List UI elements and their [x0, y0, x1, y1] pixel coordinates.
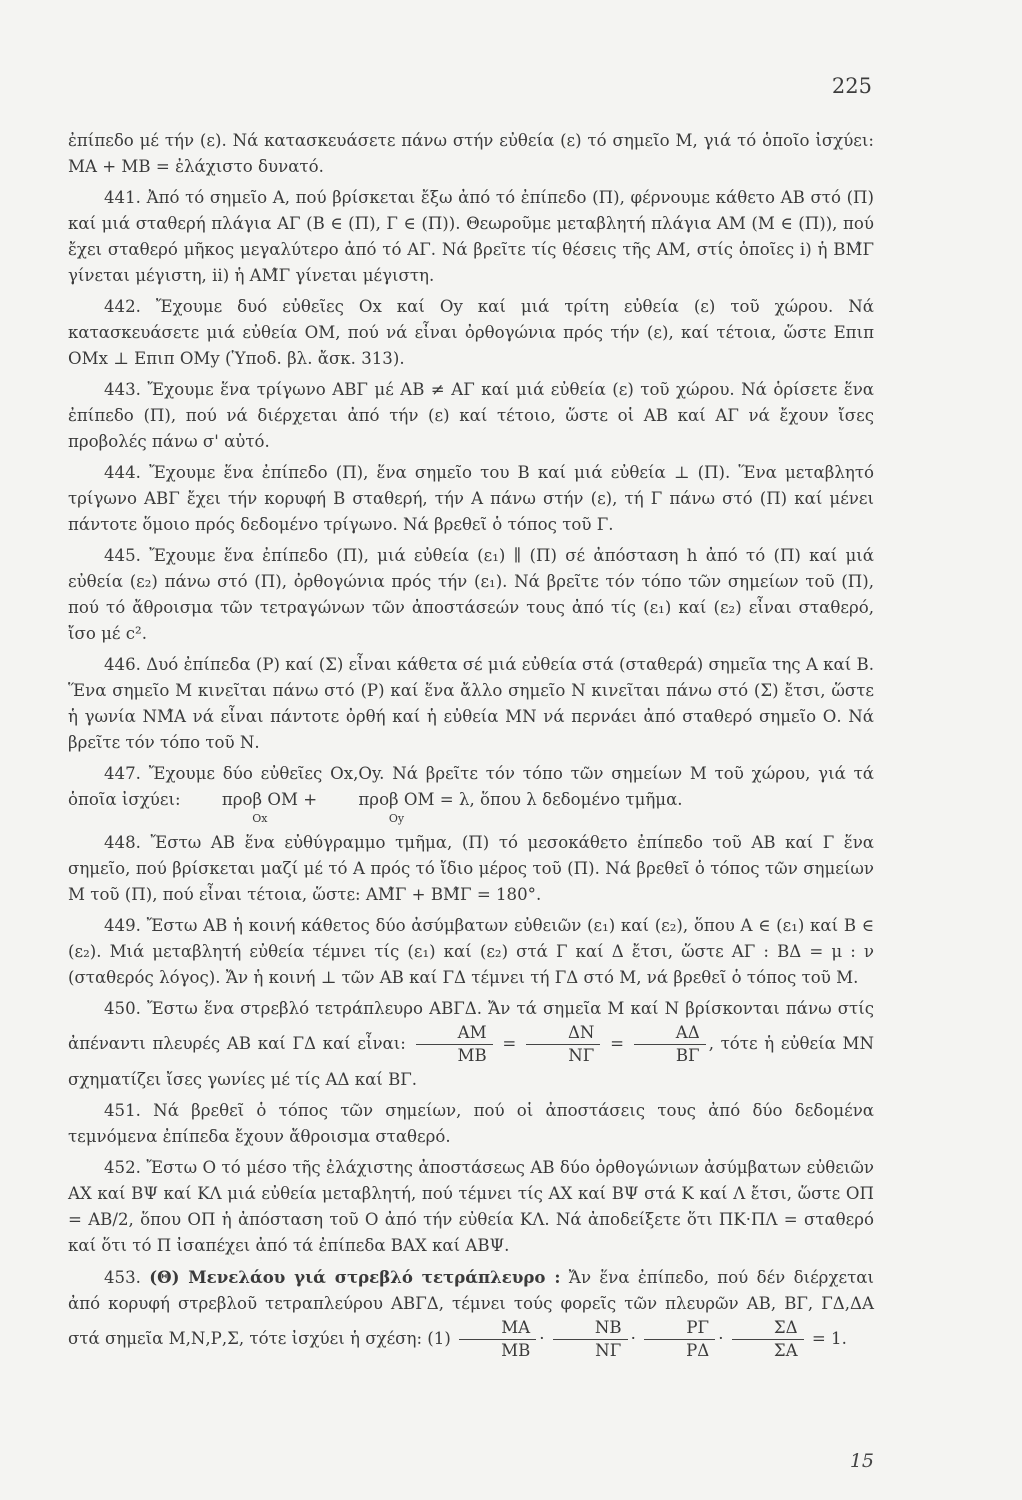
ex453-fraction-1: $\frac{MA}{MB}$	[459, 1317, 536, 1362]
exercise-449: 449. Ἔστω ΑΒ ἡ κοινή κάθετος δύο ἀσύμβατων εὐθειῶν (ε₁) καί (ε₂), ὅπου Α ∈ (ε₁) καί Β ∈ (ε₂). Μιά μεταβλητή εὐθεία τέμνει τίς (ε₁) καί (ε₂) στά Γ καί Δ ἔτσι, ὥστε ΑΓ : ΒΔ = μ : ν (σταθερός λόγος). Ἄν ἡ κοινή ⊥ τῶν ΑΒ καί ΓΔ τέμνει τή ΓΔ στό Μ, νά βρεθεῖ ὁ τόπος τοῦ Μ.	[68, 916, 874, 987]
ex447-sub-oy: Οy	[388, 812, 405, 825]
menelaus-theorem-title: (Θ) Μενελάου γιά στρεβλό τετράπλευρο :	[149, 1267, 561, 1287]
exercise-447: 447. Ἔχουμε δύο εὐθεῖες Οx,Οy. Νά βρεῖτε τόν τόπο τῶν σημείων Μ τοῦ χώρου, γιά τά ὁποῖα ἰσχύει: προβ ΟΜ Οx + προβ ΟΜ Οy = λ, ὅπου λ δεδομένο τμῆμα.	[68, 764, 874, 825]
signature-mark: 15	[849, 1450, 874, 1472]
exercise-448: 448. Ἔστω ΑΒ ἕνα εὐθύγραμμο τμῆμα, (Π) τό μεσοκάθετο ἐπίπεδο τοῦ ΑΒ καί Γ ἕνα σημεῖο, πού βρίσκεται μαζί μέ τό Α πρός τό ἴδιο μέρος τοῦ (Π). Νά βρεθεῖ ὁ τόπος τῶν σημείων Μ τοῦ (Π), πού εἶναι τέτοια, ὥστε: ΑΜ̂Γ + ΒΜ̂Γ = 180°.	[68, 833, 874, 904]
exercise-441: 441. Ἀπό τό σημεῖο Α, πού βρίσκεται ἔξω ἀπό τό ἐπίπεδο (Π), φέρνουμε κάθετο ΑΒ στό (Π) καί μιά σταθερή πλάγια ΑΓ (Β ∈ (Π), Γ ∈ (Π)). Θεωροῦμε μεταβλητή πλάγια ΑΜ (Μ ∈ (Π)), πού ἔχει σταθερό μῆκος μεγαλύτερο ἀπό τό ΑΓ. Νά βρεῖτε τίς θέσεις τῆς ΑΜ, στίς ὁποῖες i) ἡ ΒΜ̂Γ γίνεται μέγιστη, ii) ἡ ΑΜ̂Γ γίνεται μέγιστη.	[68, 188, 874, 285]
ex447-proj-oy: προβ ΟΜ Οy	[322, 787, 434, 825]
ex447-proj-ox: προβ ΟΜ Οx	[186, 787, 298, 825]
ex450-fraction-3: $\frac{A\Delta}{B\Gamma}$	[634, 1022, 706, 1067]
ex450-fraction-2: $\frac{\Delta N}{N\Gamma}$	[526, 1022, 601, 1067]
page-body	[68, 128, 874, 1362]
exercise-452: 452. Ἔστω Ο τό μέσο τῆς ἐλάχιστης ἀποστάσεως ΑΒ δύο ὀρθογώνιων ἀσύμβατων εὐθειῶν ΑΧ καί ΒΨ καί ΚΛ μιά εὐθεία μεταβλητή, πού τέμνει τίς ΑΧ καί ΒΨ στά Κ καί Λ ἔτσι, ὥστε ΟΠ = ΑΒ/2, ὅπου ΟΠ ἡ ἀπόσταση τοῦ Ο ἀπό τήν εὐθεία ΚΛ. Νά ἀποδείξετε ὅτι ΠΚ·ΠΛ = σταθερό καί ὅτι τό Π ἰσαπέχει ἀπό τά ἐπίπεδα ΒΑΧ καί ΑΒΨ.	[68, 1158, 874, 1255]
exercise-451: 451. Νά βρεθεῖ ὁ τόπος τῶν σημείων, πού οἱ ἀποστάσεις τους ἀπό δύο δεδομένα τεμνόμενα ἐπίπεδα ἔχουν ἄθροισμα σταθερό.	[68, 1101, 874, 1146]
intro-paragraph: ἐπίπεδο μέ τήν (ε). Νά κατασκευάσετε πάνω στήν εὐθεία (ε) τό σημεῖο Μ, γιά τό ὁποῖο ἰσχύει: ΜΑ + ΜΒ = ἐλάχιστο δυνατό.	[68, 131, 874, 176]
ex447-text: 447. Ἔχουμε δύο εὐθεῖες Οx,Οy. Νά βρεῖτε τόν τόπο τῶν σημείων Μ τοῦ χώρου, γιά τά ὁποῖα ἰσχύει:	[68, 764, 874, 809]
exercise-444: 444. Ἔχουμε ἕνα ἐπίπεδο (Π), ἕνα σημεῖο του Β καί μιά εὐθεία ⊥ (Π). Ἕνα μεταβλητό τρίγωνο ΑΒΓ ἔχει τήν κορυφή Β σταθερή, τήν Α πάνω στήν (ε), τή Γ πάνω στό (Π) καί μένει πάντοτε ὅμοιο πρός δεδομένο τρίγωνο. Νά βρεθεῖ ὁ τόπος τοῦ Γ.	[68, 463, 874, 534]
exercise-450: 450. Ἔστω ἕνα στρεβλό τετράπλευρο ΑΒΓΔ. Ἄν τά σημεῖα Μ καί Ν βρίσκονται πάνω στίς ἀπέναντι πλευρές ΑΒ καί ΓΔ καί εἶναι: $\frac{AM}{MB}$ = $\frac{\Delta N}{N\Gamma}$ = $\frac{A\Delta}{B\Gamma}$ , τότε ἡ εὐθεία ΜΝ σχηματίζει ἴσες γωνίες μέ τίς ΑΔ καί ΒΓ.	[68, 999, 874, 1089]
exercise-453: 453. (Θ) Μενελάου γιά στρεβλό τετράπλευρο : Ἄν ἕνα ἐπίπεδο, πού δέν διέρχεται ἀπό κορυφή στρεβλοῦ τετραπλεύρου ΑΒΓΔ, τέμνει τούς φορεῖς τῶν πλευρῶν ΑΒ, ΒΓ, ΓΔ,ΔΑ στά σημεῖα Μ,Ν,Ρ,Σ, τότε ἰσχύει ἡ σχέση: (1) $\frac{MA}{MB}$ · $\frac{NB}{N\Gamma}$ · $\frac{P\Gamma}{P\Delta}$ · $\frac{\Sigma\Delta}{\Sigma A}$ = 1.	[68, 1267, 874, 1360]
exercise-446: 446. Δυό ἐπίπεδα (Ρ) καί (Σ) εἶναι κάθετα σέ μιά εὐθεία στά (σταθερά) σημεῖα της Α καί Β. Ἕνα σημεῖο Μ κινεῖται πάνω στό (Ρ) καί ἕνα ἄλλο σημεῖο Ν κινεῖται πάνω στό (Σ) ἔτσι, ὥστε ἡ γωνία ΝΜ̂Α νά εἶναι πάντοτε ὀρθή καί ἡ εὐθεία ΜΝ νά περνάει ἀπό σταθερό σημεῖο Ο. Νά βρεῖτε τόν τόπο τοῦ Ν.	[68, 655, 874, 752]
ex453-fraction-3: $\frac{P\Gamma}{P\Delta}$	[644, 1317, 715, 1362]
exercise-442: 442. Ἔχουμε δυό εὐθεῖες Οx καί Οy καί μιά τρίτη εὐθεία (ε) τοῦ χώρου. Νά κατασκευάσετε μιά εὐθεία ΟΜ, πού νά εἶναι ὀρθογώνια πρός τήν (ε), καί τέτοια, ὥστε Επιπ ΟΜx ⊥ Επιπ ΟΜy (Ὑποδ. βλ. ἄσκ. 313).	[68, 297, 874, 368]
exercise-443: 443. Ἔχουμε ἕνα τρίγωνο ΑΒΓ μέ ΑΒ ≠ ΑΓ καί μιά εὐθεία (ε) τοῦ χώρου. Νά ὁρίσετε ἕνα ἐπίπεδο (Π), πού νά διέρχεται ἀπό τήν (ε) καί τέτοιο, ὥστε οἱ ΑΒ καί ΑΓ νά ἔχουν ἴσες προβολές πάνω σ' αὐτό.	[68, 380, 874, 451]
ex447-sub-ox: Οx	[252, 812, 268, 825]
ex450-fraction-1: $\frac{AM}{MB}$	[416, 1022, 493, 1067]
ex453-fraction-4: $\frac{\Sigma\Delta}{\Sigma A}$	[732, 1317, 804, 1362]
page-number: 225	[831, 74, 872, 98]
exercise-445: 445. Ἔχουμε ἕνα ἐπίπεδο (Π), μιά εὐθεία (ε₁) ∥ (Π) σέ ἀπόσταση h ἀπό τό (Π) καί μιά εὐθεία (ε₂) πάνω στό (Π), ὀρθογώνια πρός τήν (ε₁). Νά βρεῖτε τόν τόπο τῶν σημείων τοῦ (Π), πού τό ἄθροισμα τῶν τετραγώνων τῶν ἀποστάσεών τους ἀπό τίς (ε₁) καί (ε₂) εἶναι σταθερό, ἴσο μέ c².	[68, 546, 874, 643]
ex453-fraction-2: $\frac{NB}{N\Gamma}$	[553, 1317, 628, 1362]
